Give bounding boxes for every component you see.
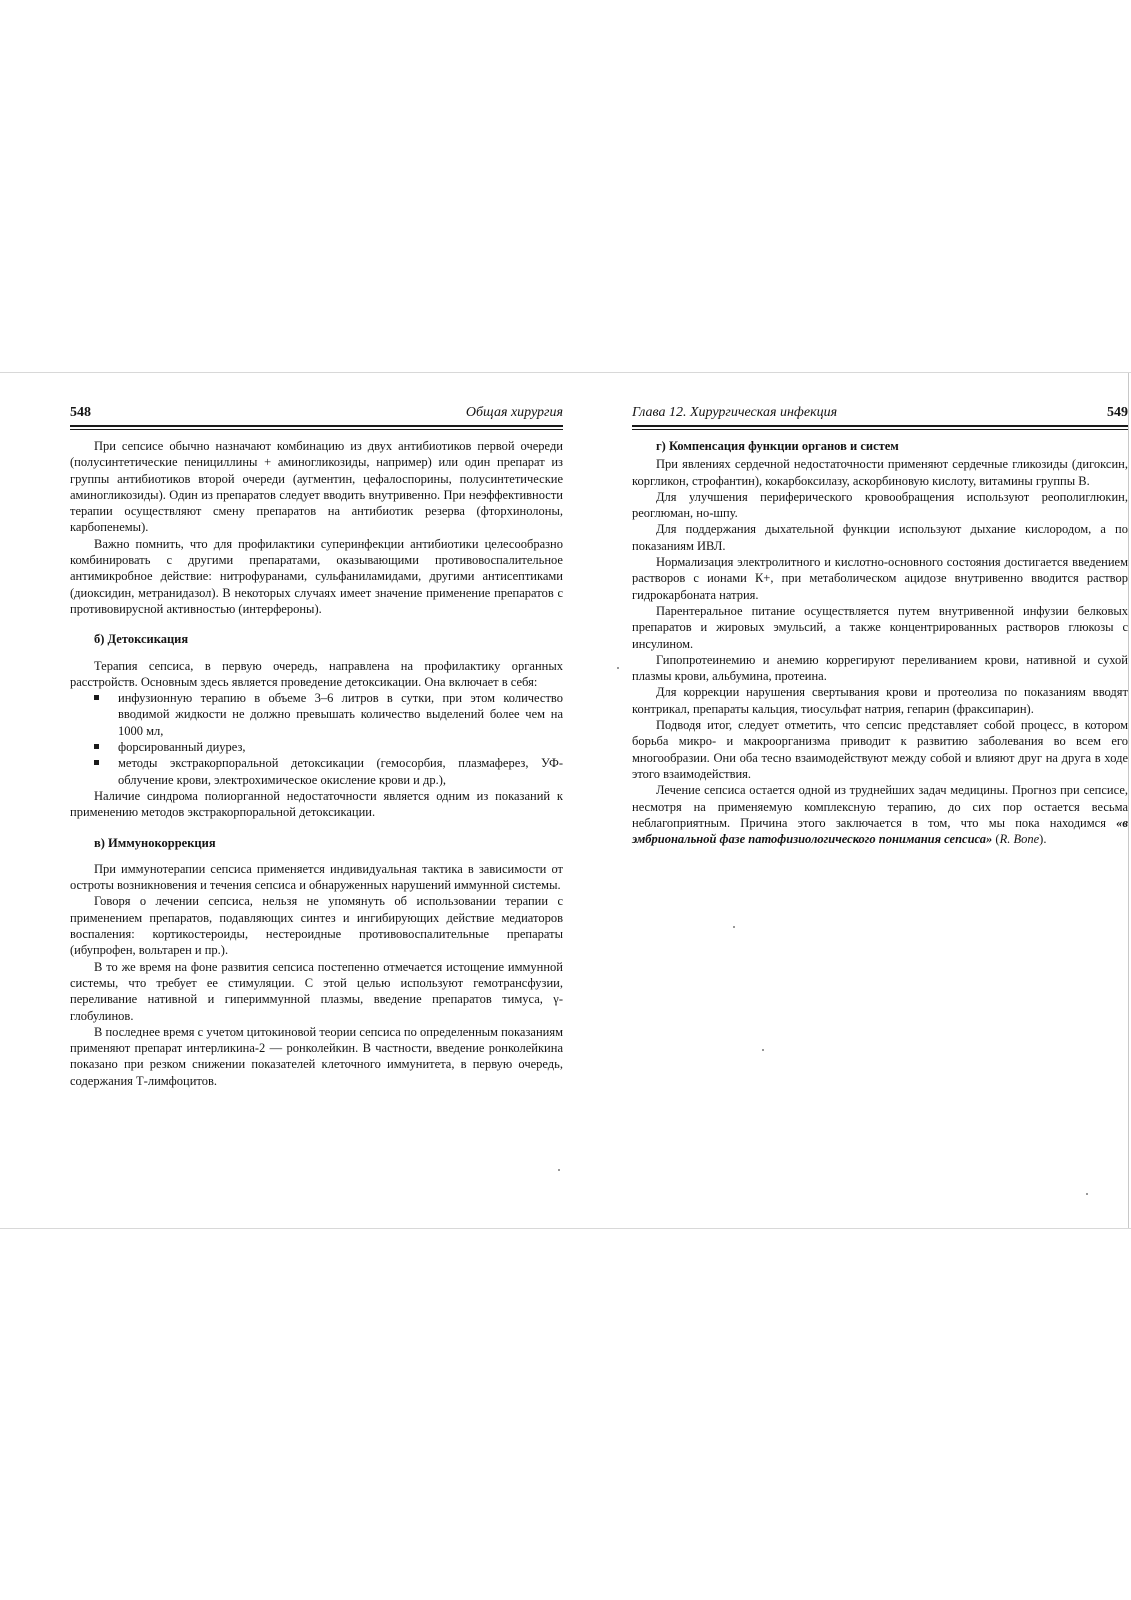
scan-speck [762, 1049, 764, 1051]
running-head [70, 405, 563, 423]
header-rule [632, 425, 1128, 427]
paragraph: Парентеральное питание осуществляется путем внутривенной инфузии белковых препаратов и жировых эмульсий, а также концентрированных растворов глюкозы с инсулином. [632, 603, 1128, 651]
citation-author: R. Bone [999, 832, 1040, 847]
paragraph: Терапия сепсиса, в первую очередь, направлена на профилактику органных расстройств. Основным здесь является проведение детоксикации. Она включает в себя: [70, 658, 563, 689]
paragraph: Гипопротеинемию и анемию коррегируют переливанием крови, нативной и сухой плазмы крови, альбумина, протеина. [632, 652, 1128, 684]
page-number: 549 [1107, 405, 1128, 420]
section-heading: б) Детоксикация [94, 632, 189, 647]
paragraph: Наличие синдрома полиорганной недостаточности является одним из показаний к применению методов экстракорпоральной детоксикации. [70, 788, 563, 820]
paragraph: В последнее время с учетом цитокиновой теории сепсиса по определенным показаниям применяют препарат интерликина-2 — ронколейкин. В частности, введение ронколейкина показано при резком снижении показателей клеточного иммунитета, в первую очередь, содержания Т-лимфоцитов. [70, 1024, 563, 1088]
section-heading: в) Иммунокоррекция [94, 835, 216, 850]
paragraph: При иммунотерапии сепсиса применяется индивидуальная тактика в зависимости от остроты возникновения и течения сепсиса и обнаруженных нарушений иммунной системы. [70, 861, 563, 893]
header-rule-thin [632, 429, 1128, 430]
scan-speck [617, 667, 619, 669]
section-heading: г) Компенсация функции органов и систем [656, 439, 899, 453]
text-run: ). [1039, 832, 1047, 847]
text-run: ( [992, 832, 1000, 847]
page-body [632, 438, 1128, 847]
list-item: методы экстракорпоральной детоксикации (гемосорбия, плазмаферез, УФ-облучение крови, электрохимическое окисление крови и др.), [118, 756, 563, 787]
scan-speck [558, 1169, 560, 1171]
page-body [70, 438, 563, 1089]
page-edge [1128, 373, 1129, 1228]
paragraph: Говоря о лечении сепсиса, нельзя не упомянуть об использовании терапии с применением препаратов, подавляющих синтез и ингибирующих действие медиаторов воспаления: кортикостероиды, нестероидные противовоспалительные препараты (ибупрофен, вольтарен и пр.). [70, 894, 563, 958]
paragraph: Для улучшения периферического кровообращения используют реополиглюкин, реоглюман, но-шпу. [632, 489, 1128, 521]
running-title: Общая хирургия [465, 405, 563, 420]
paragraph: При явлениях сердечной недостаточности применяют сердечные гликозиды (дигоксин, коргликон, строфантин), кокарбоксилазу, аскорбиновую кислоту, витамины группы В. [632, 457, 1128, 488]
scan-speck [1086, 1193, 1088, 1195]
running-head [632, 405, 1128, 423]
text-run: Лечение сепсиса остается одной из труднейших задач медицины. Прогноз при сепсисе, несмотря на применяемую комплексную терапию, до сих пор остается весьма неблагоприятным. Причина этого заключается в том, что мы пока находимся [632, 783, 1128, 830]
paragraph: Нормализация электролитного и кислотно-основного состояния достигается введением растворов с ионами К+, при метаболическом ацидозе внутривенно вводится раствор гидрокарбоната натрия. [632, 555, 1128, 602]
page-number: 548 [70, 405, 91, 420]
scan-speck [733, 926, 735, 928]
list-item: форсированный диурез, [118, 739, 563, 755]
paragraph: Подводя итог, следует отметить, что сепсис представляет собой процесс, в котором борьба микро- и макроорганизма приводит к развитию заболевания во всем его многообразии. Они оба тесно взаимодействуют между собой и влияют друг на друга в ходе этого взаимодействия. [632, 718, 1128, 781]
paragraph: Важно помнить, что для профилактики суперинфекции антибиотики целесообразно комбинировать с другими препаратами, оказывающими противовоспалительное антимикробное действие: нитрофуранами, сульфаниламидами, другими антисептиками (диоксидин, метранидазол). В некоторых случаях имеет значение применение препаратов с противовирусной активностью (интерфероны). [70, 536, 563, 616]
running-title: Глава 12. Хирургическая инфекция [632, 405, 838, 420]
paragraph: При сепсисе обычно назначают комбинацию из двух антибиотиков первой очереди (полусинтетические пенициллины + аминогликозиды, например) или один препарат из группы антибиотиков второй очереди (аугментин, цефалоспорины, полусинтетические аминогликозиды). Один из препаратов следует вводить внутривенно. При неэффективности терапии осуществляют смену препаратов на антибиотик резерва (фторхинолоны, карбопенемы). [70, 439, 563, 535]
paragraph: Для коррекции нарушения свертывания крови и протеолиза по показаниям вводят контрикал, препараты кальция, тиосульфат натрия, гепарин (фраксипарин). [632, 685, 1128, 716]
bullet-list [70, 690, 563, 788]
paragraph-final [632, 782, 1128, 847]
quote: «в эмбриональной фазе патофизиологического понимания сепсиса» [632, 815, 1128, 847]
list-item: инфузионную терапию в объеме 3–6 литров в сутки, при этом количество вводимой жидкости не должно превышать количество выделений более чем на 1000 мл, [118, 691, 563, 738]
header-rule-thin [70, 429, 563, 430]
paragraph: Для поддержания дыхательной функции используют дыхание кислородом, а по показаниям ИВЛ. [632, 522, 1128, 553]
header-rule [70, 425, 563, 427]
paragraph: В то же время на фоне развития сепсиса постепенно отмечается истощение иммунной системы, что требует ее стимуляции. С этой целью используют гемотрансфузии, переливание нативной и гипериммунной плазмы, введение препаратов тимуса, γ-глобулинов. [70, 959, 563, 1023]
book-spread [0, 372, 1131, 1229]
